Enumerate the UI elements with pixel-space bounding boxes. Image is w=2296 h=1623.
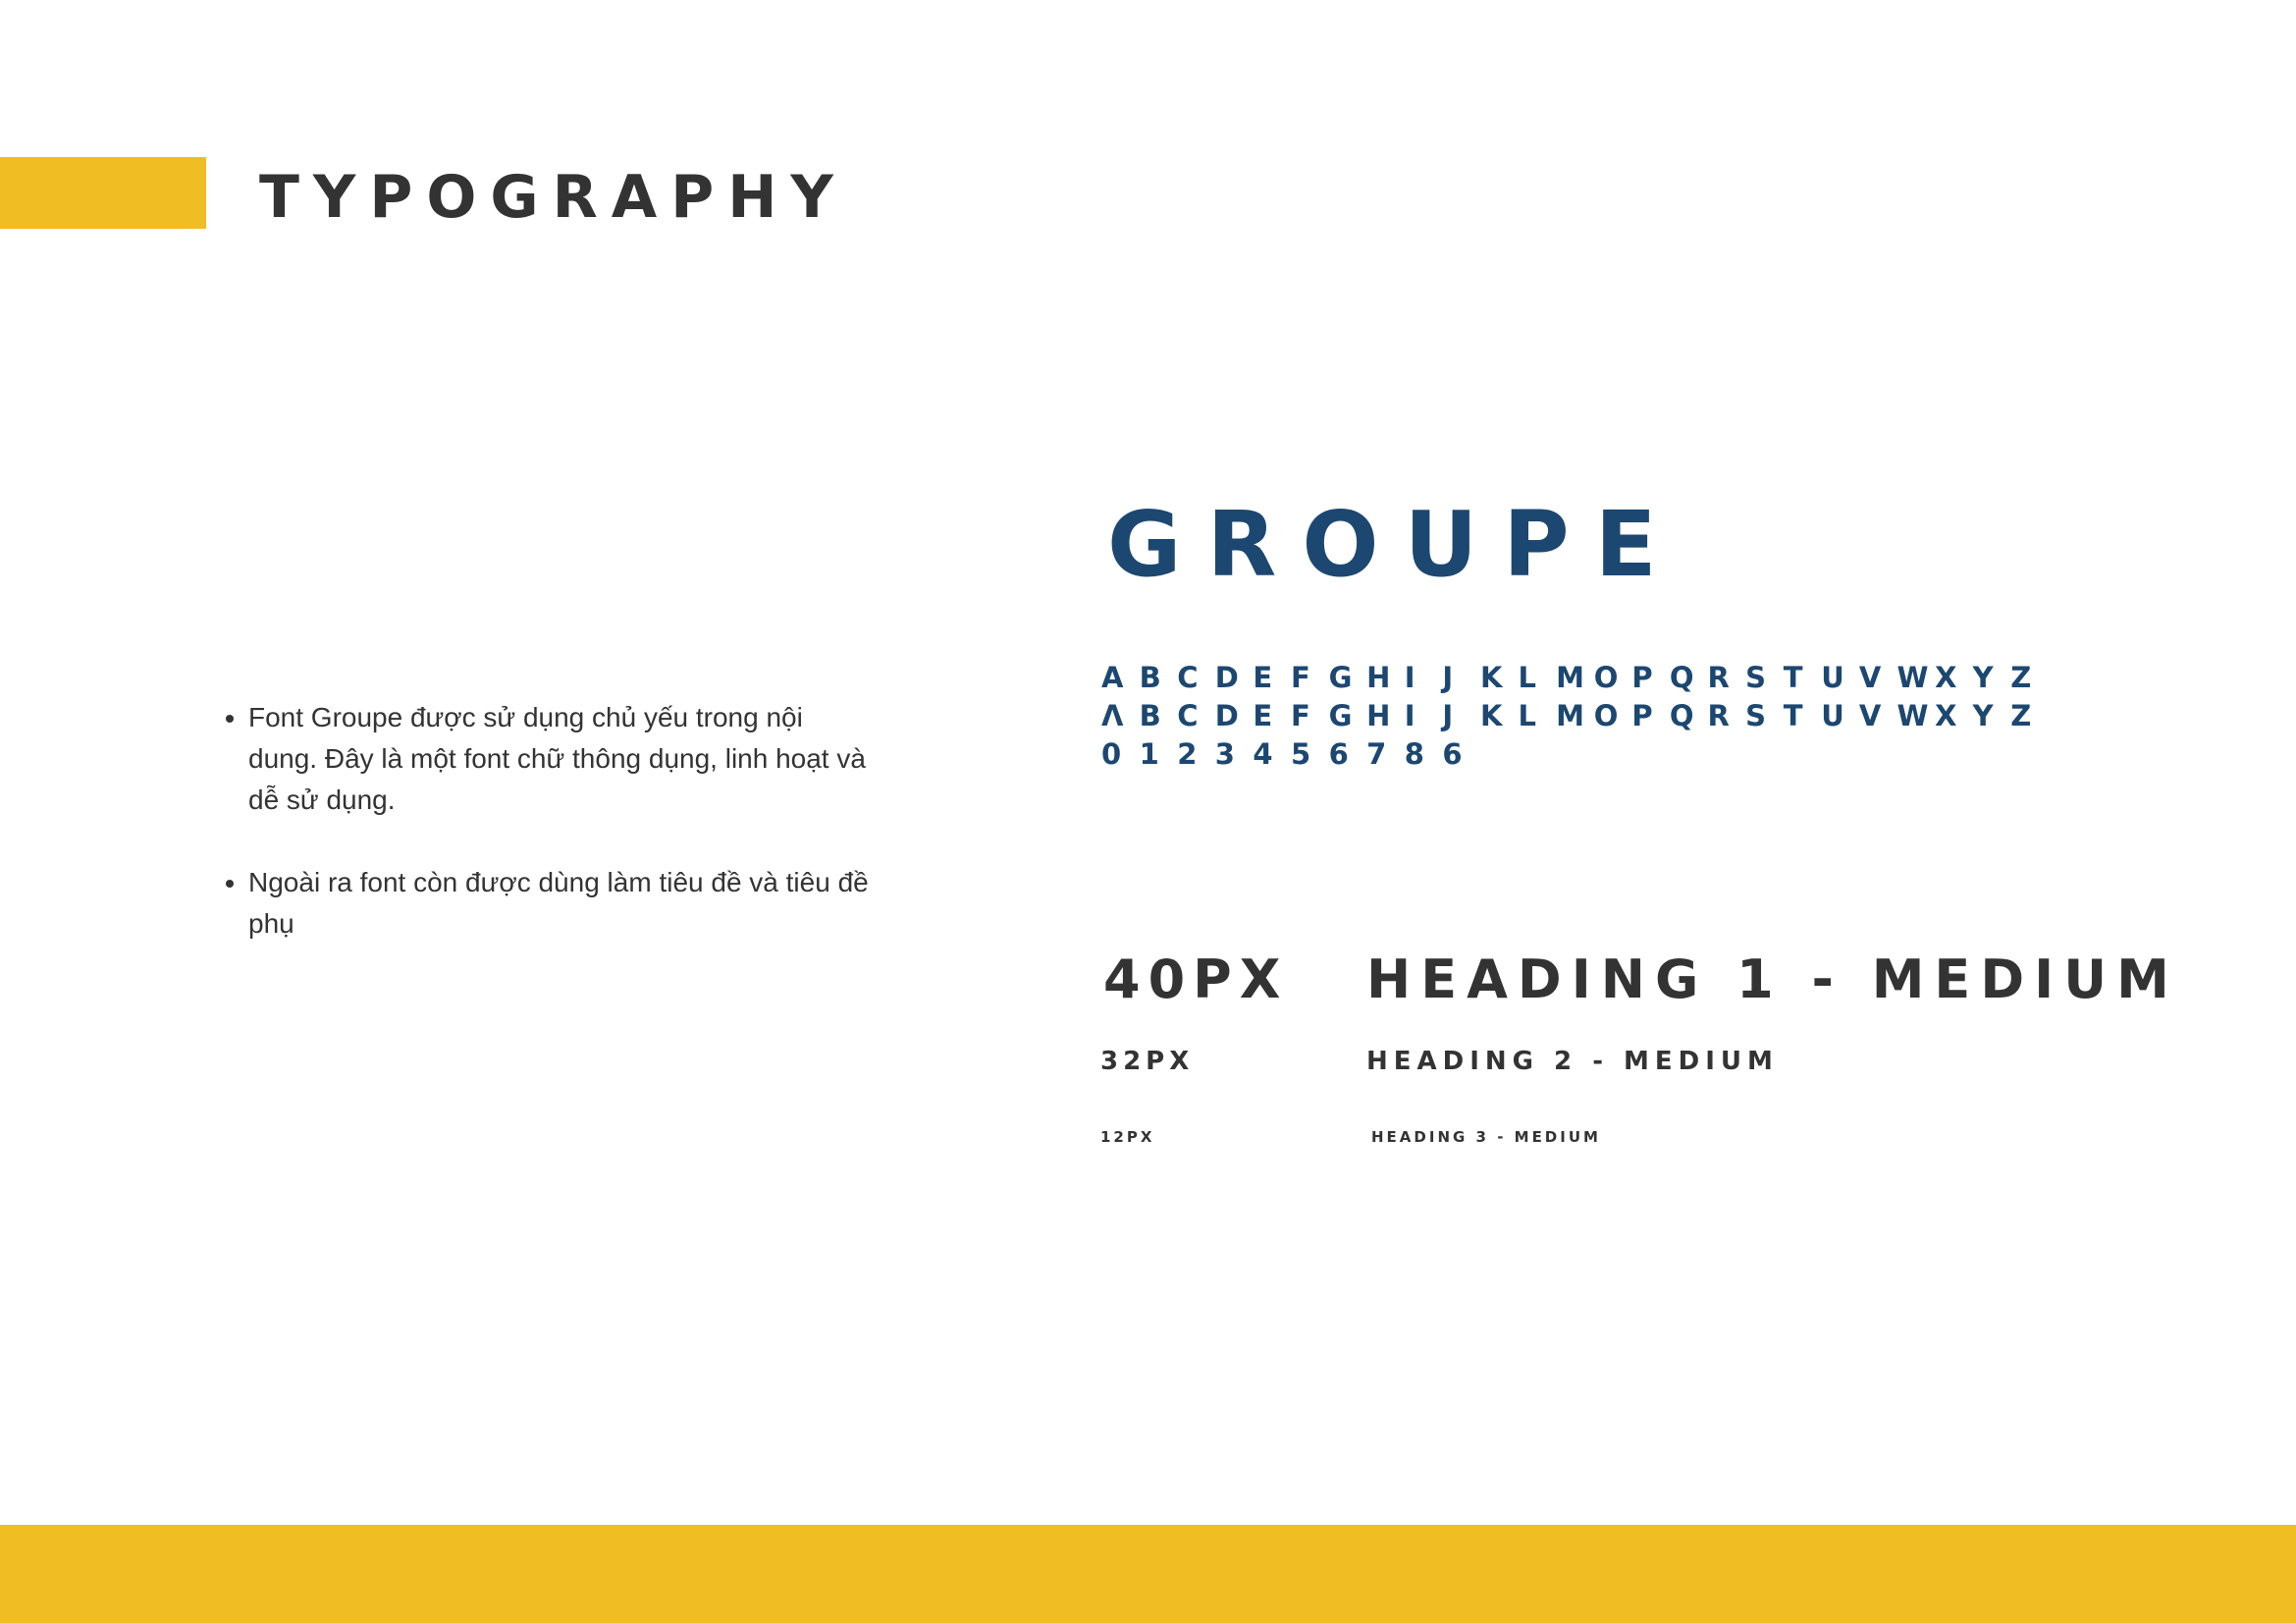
glyph-upper: M — [1556, 661, 1584, 694]
glyph-alt: P — [1631, 699, 1653, 732]
glyph-upper: O — [1593, 661, 1619, 694]
glyph-digit: 0 — [1101, 737, 1122, 771]
accent-bar-top — [0, 157, 206, 229]
glyph-alt: X — [1935, 699, 1957, 732]
glyph-upper: G — [1328, 661, 1353, 694]
glyph-upper: R — [1707, 661, 1730, 694]
glyph-digit: 6 — [1442, 737, 1463, 771]
glyph-alt: R — [1707, 699, 1730, 732]
glyph-upper: D — [1214, 661, 1239, 694]
font-name: GROUPE — [1107, 492, 1682, 597]
glyph-digit: 5 — [1290, 737, 1311, 771]
glyph-upper: Q — [1669, 661, 1694, 694]
size-label-heading-1: 40PX — [1103, 948, 1289, 1010]
glyph-upper: K — [1479, 661, 1503, 694]
glyph-alt: I — [1404, 699, 1415, 732]
glyph-alt: D — [1214, 699, 1239, 732]
glyph-digit: 3 — [1214, 737, 1235, 771]
glyph-alt: V — [1858, 699, 1882, 732]
glyph-digit: 8 — [1404, 737, 1424, 771]
glyph-upper: S — [1745, 661, 1766, 694]
glyph-upper: W — [1896, 661, 1929, 694]
glyph-alt: K — [1479, 699, 1503, 732]
page-title: TYPOGRAPHY — [259, 163, 847, 232]
glyph-upper: H — [1366, 661, 1391, 694]
size-label-heading-2: 32PX — [1100, 1047, 1195, 1076]
glyph-alt: U — [1821, 699, 1844, 732]
glyph-alt: T — [1783, 699, 1803, 732]
glyph-alt: W — [1896, 699, 1929, 732]
glyph-row-digits — [1101, 736, 1480, 772]
glyph-upper: Z — [2010, 661, 2032, 694]
glyph-alt: B — [1139, 699, 1161, 732]
glyph-alt: G — [1328, 699, 1353, 732]
description-bullet-usage: • Font Groupe được sử dụng chủ yếu trong nội dung. Đây là một font chữ thông dụng, linh hoạt và dễ sử dụng. — [248, 697, 877, 821]
glyph-digit: 2 — [1177, 737, 1198, 771]
description-list — [219, 697, 877, 986]
glyph-upper: I — [1404, 661, 1415, 694]
glyph-digit: 1 — [1139, 737, 1159, 771]
glyph-alt: Z — [2010, 699, 2032, 732]
description-bullet-headings: • Ngoài ra font còn được dùng làm tiêu đề và tiêu đề phụ — [248, 862, 877, 945]
style-name-heading-1: HEADING 1 - MEDIUM — [1366, 948, 2179, 1010]
glyph-upper: E — [1253, 661, 1273, 694]
glyph-upper: Y — [1972, 661, 1994, 694]
glyph-upper: C — [1177, 661, 1199, 694]
glyph-alt: M — [1556, 699, 1584, 732]
size-label-heading-3: 12PX — [1100, 1128, 1155, 1146]
glyph-alt: C — [1177, 699, 1199, 732]
glyph-upper: P — [1631, 661, 1653, 694]
glyph-upper: B — [1139, 661, 1161, 694]
glyph-upper: J — [1442, 661, 1454, 694]
glyph-alt: Λ — [1101, 699, 1124, 732]
glyph-row-alternates — [1101, 698, 2049, 733]
glyph-alt: L — [1518, 699, 1537, 732]
glyph-upper: X — [1935, 661, 1957, 694]
glyph-upper: F — [1290, 661, 1310, 694]
glyph-upper: L — [1518, 661, 1537, 694]
style-name-heading-2: HEADING 2 - MEDIUM — [1366, 1047, 1779, 1076]
glyph-alt: E — [1253, 699, 1273, 732]
accent-bar-bottom — [0, 1525, 2296, 1623]
glyph-alt: J — [1442, 699, 1454, 732]
glyph-alt: O — [1593, 699, 1619, 732]
glyph-upper: V — [1858, 661, 1882, 694]
glyph-digit: 7 — [1366, 737, 1387, 771]
glyph-digit: 4 — [1253, 737, 1273, 771]
glyph-alt: F — [1290, 699, 1310, 732]
glyph-alt: Y — [1972, 699, 1994, 732]
glyph-digit: 6 — [1328, 737, 1349, 771]
style-name-heading-3: HEADING 3 - MEDIUM — [1371, 1128, 1601, 1146]
glyph-alt: S — [1745, 699, 1766, 732]
glyph-alt: H — [1366, 699, 1391, 732]
glyph-alt: Q — [1669, 699, 1694, 732]
glyph-upper: A — [1101, 661, 1124, 694]
glyph-upper: T — [1783, 661, 1803, 694]
glyph-row-uppercase — [1101, 660, 2049, 695]
glyph-upper: U — [1821, 661, 1844, 694]
